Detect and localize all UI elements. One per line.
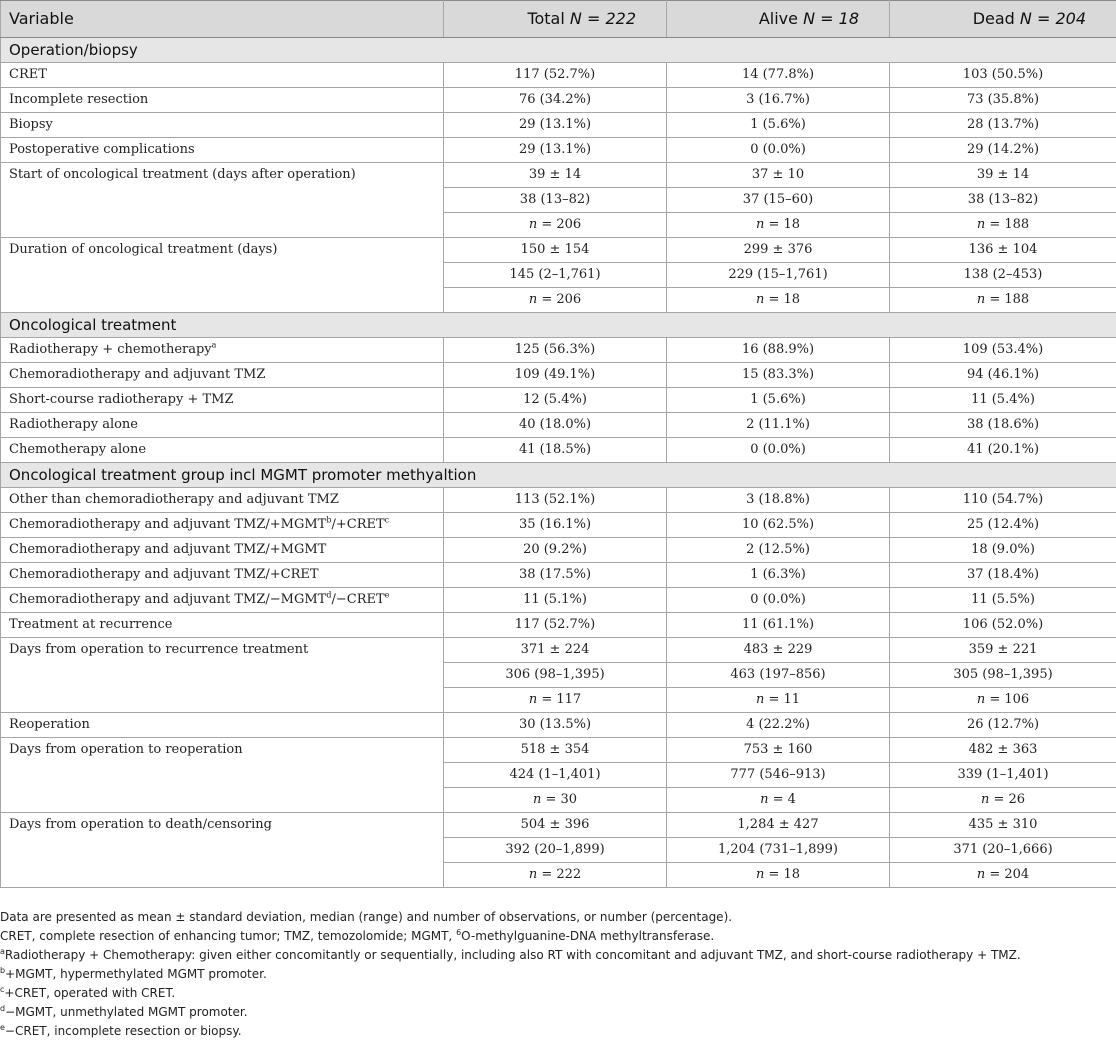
cell-total: 117 (52.7%) [444,63,667,88]
table-row [1,513,1116,538]
cell-total-median: 306 (98–1,395) [444,663,667,688]
table-row [1,363,1116,388]
n-symbol: n [528,217,538,232]
footnote-marker: c [384,515,390,525]
row-label: Radiotherapy alone [1,413,444,438]
cell-dead: 106 (52.0%) [890,613,1116,638]
n-value: = 117 [541,692,582,707]
cell-alive: 11 (61.1%) [667,613,890,638]
cell-dead-n [890,688,1116,713]
row-label: Biopsy [1,113,444,138]
cell-alive-n [667,213,890,238]
cell-alive-n [667,688,890,713]
cell-alive: 1 (6.3%) [667,563,890,588]
footnote-line [0,1022,1116,1041]
row-label: Chemoradiotherapy and adjuvant TMZ/+MGMT [1,538,444,563]
cell-total-n [444,213,667,238]
cell-alive: 2 (12.5%) [667,538,890,563]
cell-dead-mean: 359 ± 221 [890,638,1116,663]
cell-total-median: 38 (13–82) [444,188,667,213]
n-value: = 206 [541,217,582,232]
cell-alive-mean: 483 ± 229 [667,638,890,663]
cell-alive-median: 229 (15–1,761) [667,263,890,288]
n-value: = 206 [541,292,582,307]
table-row [1,88,1116,113]
n-symbol: n [976,867,986,882]
n-value: = 18 [768,292,801,307]
row-label [1,338,444,363]
cell-total: 40 (18.0%) [444,413,667,438]
cell-dead: 28 (13.7%) [890,113,1116,138]
cell-dead-median: 339 (1–1,401) [890,763,1116,788]
cell-dead: 41 (20.1%) [890,438,1116,463]
header-alive-label: Alive [758,9,798,28]
cell-dead: 94 (46.1%) [890,363,1116,388]
footnote-marker: c [0,985,5,994]
cell-dead: 103 (50.5%) [890,63,1116,88]
footnote-text: O-methylguanine-DNA methyltransferase. [461,929,715,943]
n-symbol: n [755,217,765,232]
footnote-line [0,965,1116,984]
n-value: = 30 [545,792,578,807]
cell-total: 38 (17.5%) [444,563,667,588]
footnote-marker: a [0,947,5,956]
footnote-line [0,1003,1116,1022]
table-row [1,238,1116,263]
row-label: Days from operation to recurrence treatment [1,638,444,713]
table-row [1,738,1116,763]
footnote-marker: a [211,340,217,350]
cell-dead: 11 (5.5%) [890,588,1116,613]
table-row [1,413,1116,438]
cell-total-n [444,788,667,813]
header-variable: Variable [1,1,444,38]
footnote-marker: d [0,1004,6,1013]
footnote-line: Data are presented as mean ± standard deviation, median (range) and number of observations, or number (percentage). [0,910,733,924]
table-row [1,713,1116,738]
row-label: Incomplete resection [1,88,444,113]
cell-dead: 38 (18.6%) [890,413,1116,438]
cell-total: 76 (34.2%) [444,88,667,113]
cell-dead: 29 (14.2%) [890,138,1116,163]
cell-alive: 0 (0.0%) [667,438,890,463]
cell-total: 109 (49.1%) [444,363,667,388]
cell-dead: 11 (5.4%) [890,388,1116,413]
row-label-text: Chemoradiotherapy and adjuvant TMZ/−MGMT [9,592,327,607]
cell-dead-median: 305 (98–1,395) [890,663,1116,688]
cell-total-mean: 504 ± 396 [444,813,667,838]
row-label: Other than chemoradiotherapy and adjuvant TMZ [1,488,444,513]
header-row [1,1,1116,38]
cell-alive-n [667,788,890,813]
footnote-marker: e [384,590,390,600]
cell-total-mean: 39 ± 14 [444,163,667,188]
n-symbol: n [755,867,765,882]
n-symbol: n [760,792,769,807]
table-footnotes [0,908,1116,1041]
row-label [1,588,444,613]
row-label: Days from operation to reoperation [1,738,444,813]
row-label: Days from operation to death/censoring [1,813,444,888]
cell-alive: 3 (16.7%) [667,88,890,113]
row-label: Duration of oncological treatment (days) [1,238,444,313]
n-value: = 26 [993,792,1026,807]
n-value: = 188 [989,217,1030,232]
cell-total: 125 (56.3%) [444,338,667,363]
footnote-text: −MGMT, unmethylated MGMT promoter. [5,1005,248,1019]
footnote-line [0,984,1116,1003]
section-row [1,463,1116,488]
table-row [1,538,1116,563]
cell-dead-mean: 39 ± 14 [890,163,1116,188]
row-label: Chemoradiotherapy and adjuvant TMZ [1,363,444,388]
cell-total: 11 (5.1%) [444,588,667,613]
row-label-text: Radiotherapy + chemotherapy [9,342,212,357]
cell-dead-median: 138 (2–453) [890,263,1116,288]
n-value: = 18 [768,867,801,882]
footnote-text: Radiotherapy + Chemotherapy: given either concomitantly or sequentially, including also RT with concomitant and adjuvant TMZ, and short-course radiotherapy + TMZ. [4,948,1021,962]
n-symbol: n [528,692,538,707]
cell-dead-n [890,863,1116,888]
footnote-marker: b [0,966,6,975]
cell-dead: 110 (54.7%) [890,488,1116,513]
n-symbol: n [976,692,986,707]
section-treatment-group-mgmt: Oncological treatment group incl MGMT promoter methyaltion [1,463,1116,488]
n-value: = 204 [989,867,1030,882]
row-label: CRET [1,63,444,88]
row-label-text: /−CRET [331,592,385,607]
table-row [1,638,1116,663]
n-symbol: n [980,792,990,807]
table-row [1,138,1116,163]
cell-alive: 15 (83.3%) [667,363,890,388]
section-oncological-treatment: Oncological treatment [1,313,1116,338]
header-total [444,1,667,38]
table-row [1,488,1116,513]
cell-dead-n [890,788,1116,813]
section-operation-biopsy: Operation/biopsy [1,38,1116,63]
header-total-label: Total [527,9,565,28]
header-dead-label: Dead [972,9,1015,28]
row-label: Treatment at recurrence [1,613,444,638]
cell-total-n [444,288,667,313]
footnote-text: +CRET, operated with CRET. [4,986,176,1000]
row-label [1,513,444,538]
cell-total-n [444,688,667,713]
cell-dead-mean: 136 ± 104 [890,238,1116,263]
cell-dead-mean: 435 ± 310 [890,813,1116,838]
cell-total: 41 (18.5%) [444,438,667,463]
cell-alive-median: 777 (546–913) [667,763,890,788]
footnote-text: CRET, complete resection of enhancing tumor; TMZ, temozolomide; MGMT, [0,929,457,943]
cell-alive: 0 (0.0%) [667,588,890,613]
footnote-line [0,946,1116,965]
cell-total-median: 145 (2–1,761) [444,263,667,288]
cell-total: 113 (52.1%) [444,488,667,513]
table-row [1,113,1116,138]
cell-total-mean: 518 ± 354 [444,738,667,763]
table-row [1,388,1116,413]
cell-alive-median: 37 (15–60) [667,188,890,213]
cell-dead: 109 (53.4%) [890,338,1116,363]
cell-alive: 10 (62.5%) [667,513,890,538]
row-label: Short-course radiotherapy + TMZ [1,388,444,413]
row-label-text: /+CRET [331,517,385,532]
cell-alive-mean: 299 ± 376 [667,238,890,263]
cell-dead: 25 (12.4%) [890,513,1116,538]
section-row [1,313,1116,338]
footnote-line [0,927,1116,946]
cell-dead-mean: 482 ± 363 [890,738,1116,763]
n-symbol: n [532,792,542,807]
cell-total-n [444,863,667,888]
row-label: Postoperative complications [1,138,444,163]
header-total-n: N = 222 [569,9,636,28]
cell-alive: 1 (5.6%) [667,388,890,413]
row-label: Chemotherapy alone [1,438,444,463]
table-row [1,563,1116,588]
header-dead [890,1,1116,38]
cell-alive-mean: 37 ± 10 [667,163,890,188]
table-row [1,613,1116,638]
section-row [1,38,1116,63]
footnote-marker: d [326,590,332,600]
row-label: Chemoradiotherapy and adjuvant TMZ/+CRET [1,563,444,588]
cell-dead: 73 (35.8%) [890,88,1116,113]
cell-alive: 3 (18.8%) [667,488,890,513]
cell-alive-mean: 1,284 ± 427 [667,813,890,838]
n-value: = 188 [989,292,1030,307]
cell-dead: 37 (18.4%) [890,563,1116,588]
cell-alive-mean: 753 ± 160 [667,738,890,763]
table-row [1,588,1116,613]
cell-total: 29 (13.1%) [444,113,667,138]
cell-alive: 4 (22.2%) [667,713,890,738]
row-label: Reoperation [1,713,444,738]
cell-total: 35 (16.1%) [444,513,667,538]
footnote-text: −CRET, incomplete resection or biopsy. [4,1024,242,1038]
cell-alive: 2 (11.1%) [667,413,890,438]
footnote-marker: b [326,515,332,525]
n-symbol: n [528,867,538,882]
header-alive [667,1,890,38]
row-label: Start of oncological treatment (days after operation) [1,163,444,238]
header-alive-n: N = 18 [803,9,859,28]
cell-alive-median: 463 (197–856) [667,663,890,688]
cell-alive: 1 (5.6%) [667,113,890,138]
table-row [1,813,1116,838]
cell-alive: 14 (77.8%) [667,63,890,88]
cell-dead: 18 (9.0%) [890,538,1116,563]
table-row [1,163,1116,188]
n-symbol: n [976,292,986,307]
cell-alive: 0 (0.0%) [667,138,890,163]
cell-total-median: 424 (1–1,401) [444,763,667,788]
cell-dead: 26 (12.7%) [890,713,1116,738]
cell-alive: 16 (88.9%) [667,338,890,363]
row-label-text: Chemoradiotherapy and adjuvant TMZ/+MGMT [9,517,327,532]
cell-total: 29 (13.1%) [444,138,667,163]
cell-alive-median: 1,204 (731–1,899) [667,838,890,863]
cell-dead-n [890,288,1116,313]
n-symbol: n [755,292,765,307]
n-symbol: n [528,292,538,307]
table-row [1,63,1116,88]
header-dead-n: N = 204 [1019,9,1086,28]
n-value: = 4 [772,792,796,807]
cell-total: 20 (9.2%) [444,538,667,563]
footnote-text: +MGMT, hypermethylated MGMT promoter. [5,967,267,981]
cell-total: 117 (52.7%) [444,613,667,638]
cell-alive-n [667,288,890,313]
cell-total: 12 (5.4%) [444,388,667,413]
n-value: = 18 [768,217,801,232]
cell-alive-n [667,863,890,888]
n-symbol: n [755,692,765,707]
n-symbol: n [976,217,986,232]
n-value: = 106 [989,692,1030,707]
n-value: = 222 [541,867,582,882]
footnote-marker: 6 [456,928,462,937]
cell-dead-n [890,213,1116,238]
footnote-marker: e [0,1023,5,1032]
cell-total-median: 392 (20–1,899) [444,838,667,863]
cell-total-mean: 150 ± 154 [444,238,667,263]
n-value: = 11 [768,692,801,707]
table-row [1,338,1116,363]
cell-total-mean: 371 ± 224 [444,638,667,663]
cell-dead-median: 38 (13–82) [890,188,1116,213]
table-row [1,438,1116,463]
cell-dead-median: 371 (20–1,666) [890,838,1116,863]
cell-total: 30 (13.5%) [444,713,667,738]
